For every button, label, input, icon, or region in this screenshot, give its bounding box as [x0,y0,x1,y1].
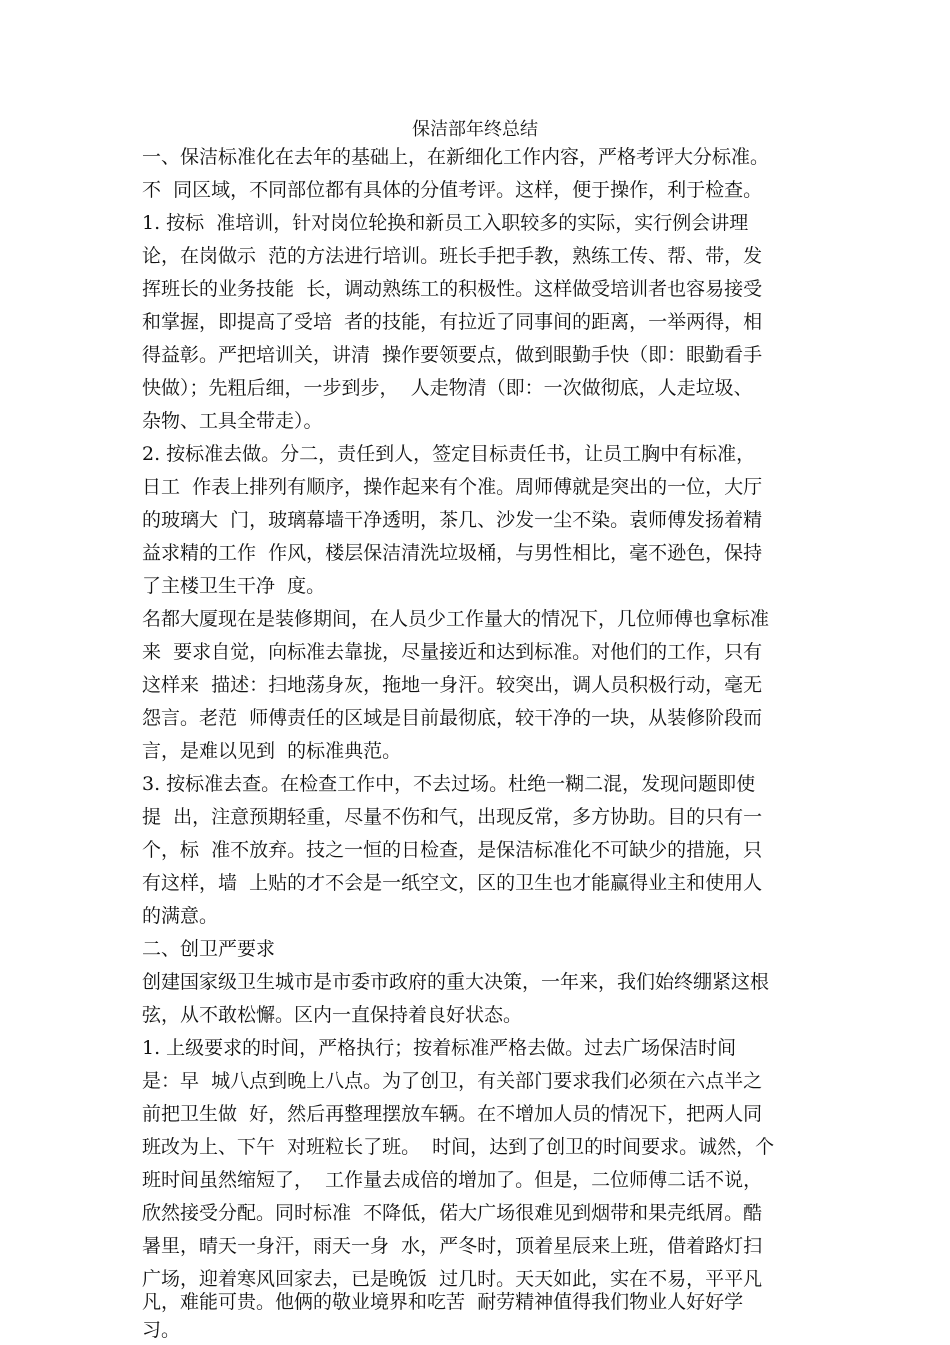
text-line: 3. 按标准去查。在检查工作中，不去过场。杜绝一糊二混，发现问题即使 [142,773,756,795]
text-line: 班改为上、下午 对班粒长了班。 时间，达到了创卫的时间要求。诚然，个 [142,1136,775,1158]
text-line: 前把卫生做 好，然后再整理摆放车辆。在不增加人员的情况下，把两人同 [142,1103,763,1125]
text-line: 论，在岗做示 范的方法进行培训。班长手把手教，熟练工传、帮、带，发 [142,245,763,267]
text-line: 的玻璃大 门，玻璃幕墙干净透明，茶几、沙发一尘不染。袁师傅发扬着精 [142,509,763,531]
text-line: 欣然接受分配。同时标准 不降低，偌大广场很难见到烟带和果壳纸屑。酷 [142,1202,763,1224]
text-line: 这样来 描述：扫地荡身灰，拖地一身汗。较突出，调人员积极行动，毫无 [142,674,763,696]
text-line: 不 同区域，不同部位都有具体的分值考评。这样，便于操作，利于检查。 [142,179,763,201]
text-line: 来 要求自觉，向标准去靠拢，尽量接近和达到标准。对他们的工作，只有 [142,641,763,663]
text-line: 1. 按标 准培训，针对岗位轮换和新员工入职较多的实际，实行例会讲理 [142,212,749,234]
text-line: 习。 [142,1319,181,1341]
text-line: 凡，难能可贵。他俩的敬业境界和吃苦 耐劳精神值得我们物业人好好学 [142,1291,744,1313]
text-line: 一、保洁标准化在去年的基础上，在新细化工作内容，严格考评大分标准。 [142,146,770,168]
text-line: 2. 按标准去做。分二，责任到人，签定目标责任书，让员工胸中有标准， [142,443,756,465]
section-heading: 二、创卫严要求 [142,938,276,960]
text-line: 了主楼卫生干净 度。 [142,575,326,597]
text-line: 和掌握，即提高了受培 者的技能，有拉近了同事间的距离，一举两得，相 [142,311,763,333]
text-line: 日工 作表上排列有顺序，操作起来有个准。周师傅就是突出的一位，大厅 [142,476,763,498]
text-line: 挥班长的业务技能 长，调动熟练工的积极性。这样做受培训者也容易接受 [142,278,763,300]
text-line: 弦，从不敢松懈。区内一直保持着良好状态。 [142,1004,523,1026]
text-line: 个，标 准不放弃。技之一恒的日检查，是保洁标准化不可缺少的措施，只 [142,839,763,861]
text-line: 是：早 城八点到晚上八点。为了创卫，有关部门要求我们必须在六点半之 [142,1070,763,1092]
text-line: 有这样，墙 上贴的才不会是一纸空文，区的卫生也才能赢得业主和使用人 [142,872,763,894]
text-line: 得益彰。严把培训关，讲清 操作要领要点，做到眼勤手快（即：眼勤看手 [142,344,763,366]
text-line: 班时间虽然缩短了， 工作量去成倍的增加了。但是，二位师傅二话不说， [142,1169,763,1191]
text-line: 言，是难以见到 的标准典范。 [142,740,402,762]
text-line: 1. 上级要求的时间，严格执行；按着标准严格去做。过去广场保洁时间 [142,1037,737,1059]
text-line: 益求精的工作 作风，楼层保洁清洗垃圾桶，与男性相比，毫不逊色，保持 [142,542,763,564]
text-line: 快做）；先粗后细，一步到步， 人走物清（即：一次做彻底，人走垃圾、 [142,377,753,399]
text-line: 暑里，晴天一身汗，雨天一身 水，严冬时，顶着星辰来上班，借着路灯扫 [142,1235,763,1257]
text-line: 创建国家级卫生城市是市委市政府的重大决策，一年来，我们始终绷紧这根 [142,971,770,993]
document-title: 保洁部年终总结 [412,119,538,140]
text-line: 的满意。 [142,905,219,927]
text-line: 广场，迎着寒风回家去，已是晚饭 过几时。天天如此，实在不易，平平凡 [142,1268,763,1290]
text-line: 杂物、工具全带走）。 [142,410,323,432]
text-line: 名都大厦现在是装修期间，在人员少工作量大的情况下，几位师傅也拿标准 [142,608,770,630]
text-line: 怨言。老范 师傅责任的区域是目前最彻底，较干净的一块，从装修阶段而 [142,707,763,729]
text-line: 提 出，注意预期轻重，尽量不伤和气，出现反常，多方协助。目的只有一 [142,806,763,828]
